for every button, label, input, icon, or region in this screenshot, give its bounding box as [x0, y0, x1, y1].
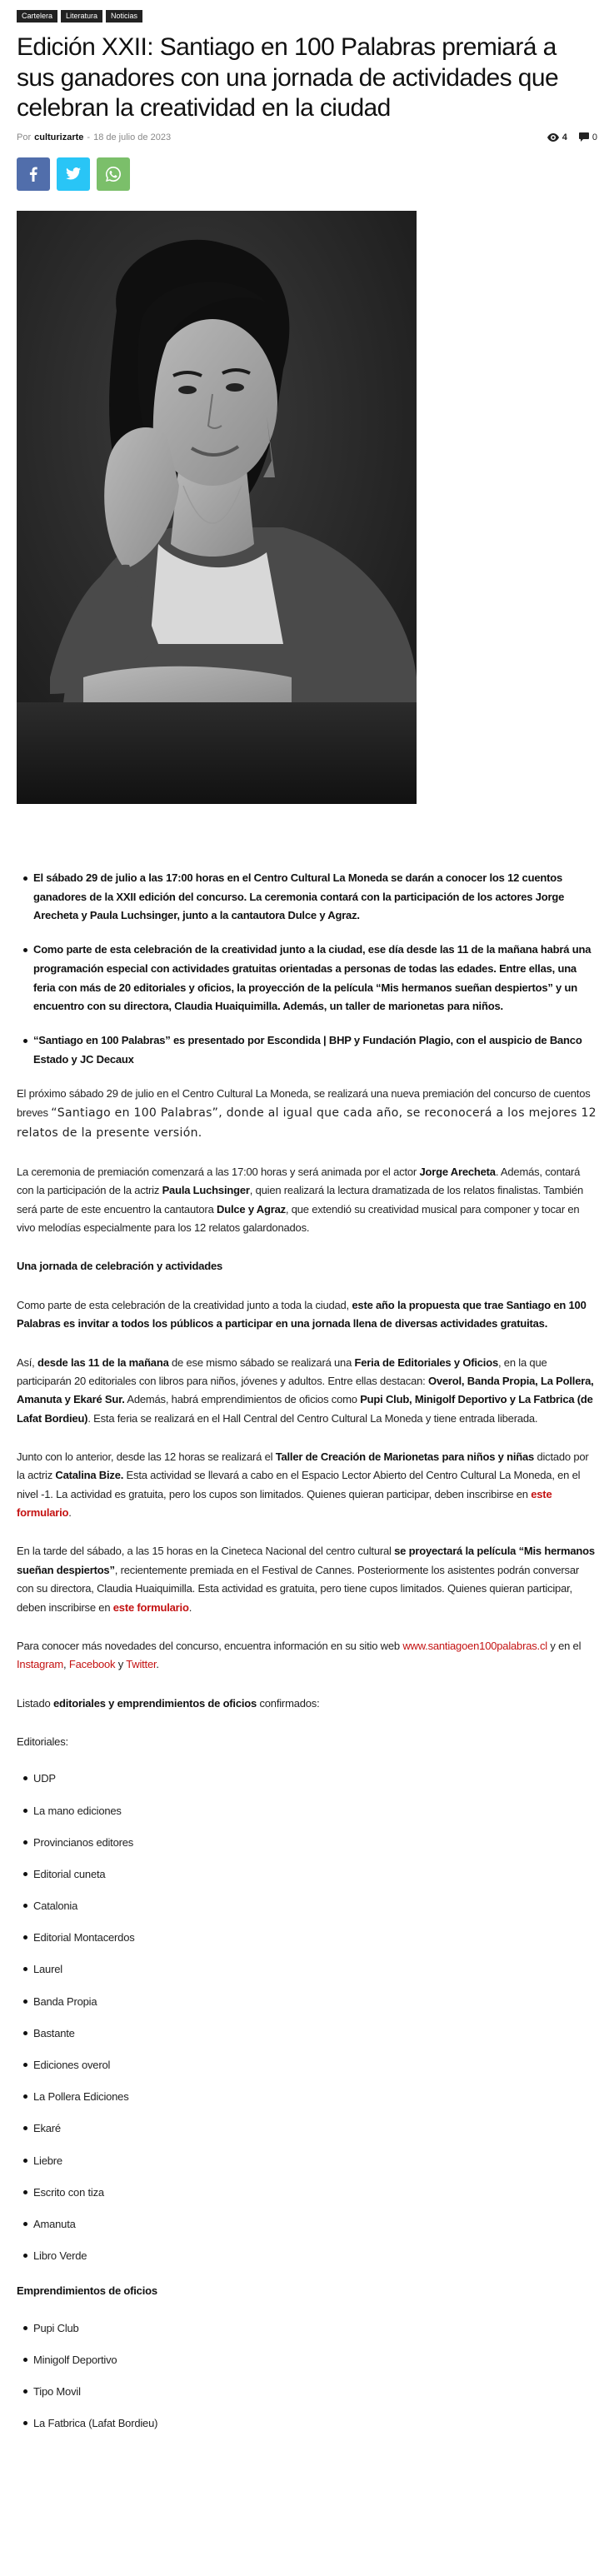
website-link[interactable]: www.santiagoen100palabras.cl — [402, 1639, 547, 1652]
paragraph-intro: El próximo sábado 29 de julio en el Centro Cultural La Moneda, se realizará una nueva premiación del concurso de cuentos breves “Santiago en 100 Palabras”, donde al igual que cada año, se reconocerá a los mejores 12 relatos de la presente versión. — [17, 1086, 597, 1140]
list-item: UDP — [33, 1771, 597, 1786]
meta-separator: - — [87, 132, 91, 142]
eye-icon — [547, 133, 559, 142]
paragraph-fair: Así, desde las 11 de la mañana de ese mismo sábado se realizará una Feria de Editoriales y Oficios, en la que participarán 20 editoriales con libros para niños, jóvenes y adultos. Entre ellas destacan: Overol, Banda Propia, La Pollera, Amanuta y Ekaré Sur. Además, habrá emprendimientos de oficios como Pupi Club, Minigolf Deportivo y La Fatbrica (de Lafat Bordieu). Esta feria se realizará en el Hall Central del Centro Cultural La Moneda y tiene entrada liberada. — [17, 1355, 594, 1425]
whatsapp-icon — [106, 167, 121, 182]
list-item: Minigolf Deportivo — [33, 2353, 597, 2368]
category-tags — [17, 10, 597, 22]
highlights-list — [17, 869, 597, 1070]
editoriales-label: Editoriales: — [17, 1735, 68, 1748]
paragraph-list-intro: Listado editoriales y emprendimientos de oficios confirmados: — [17, 1696, 320, 1710]
article-meta — [17, 132, 597, 142]
paragraph-links: Para conocer más novedades del concurso, encuentra información en su sitio web www.santiagoen100palabras.cl y en el Instagram, Facebook y Twitter. — [17, 1639, 582, 1671]
list-item: Ediciones overol — [33, 2058, 597, 2073]
portrait-image — [17, 211, 417, 804]
views-value: 4 — [562, 132, 567, 142]
list-item: Banda Propia — [33, 1994, 597, 2009]
list-item: Laurel — [33, 1962, 597, 1977]
list-item: La Fatbrica (Lafat Bordieu) — [33, 2416, 597, 2431]
author-link[interactable]: culturizarte — [34, 132, 84, 142]
views-count — [547, 132, 567, 142]
list-item: La Pollera Ediciones — [33, 2089, 597, 2104]
article-title: Edición XXII: Santiago en 100 Palabras premiará a sus ganadores con una jornada de actividades que celebran la creatividad en la ciudad — [17, 33, 559, 122]
list-item: Provincianos editores — [33, 1835, 597, 1850]
facebook-icon — [29, 167, 37, 182]
paragraph-ceremony: La ceremonia de premiación comenzará a las 17:00 horas y será animada por el actor Jorge Arecheta. Además, contará con la participación de la actriz Paula Luchsinger, quien realizará la lectura dramatizada de los relatos finalistas. También será parte de este encuentro la cantautora Dulce y Agraz, que extendió su creatividad musical para componer y tocar en vivo melodías especialmente para los 12 relatos galardonados. — [17, 1166, 584, 1235]
comment-icon — [579, 132, 589, 142]
workshop-form-link[interactable]: este formulario — [17, 1487, 552, 1520]
list-item: Amanuta — [33, 2217, 597, 2232]
paragraph-celebration: Como parte de esta celebración de la creatividad junto a toda la ciudad, este año la propuesta que trae Santiago en 100 Palabras es invitar a todos los públicos a participar en una jornada llena de diversas actividades gratuitas. — [17, 1298, 587, 1330]
twitter-link[interactable]: Twitter — [126, 1658, 157, 1671]
highlight-item: El sábado 29 de julio a las 17:00 horas en el Centro Cultural La Moneda se darán a conocer los 12 cuentos ganadores de la XXII edición del concurso. La ceremonia contará con la participación de los actores Jorge Arecheta y Paula Luchsinger, junto a la cantautora Dulce y Agraz. — [33, 869, 597, 926]
facebook-share-button[interactable] — [17, 157, 50, 191]
article-body — [17, 869, 597, 2432]
comments-count[interactable] — [579, 132, 597, 142]
tag-noticias[interactable]: Noticias — [106, 10, 142, 22]
publish-date: 18 de julio de 2023 — [93, 132, 172, 142]
list-item: Bastante — [33, 2026, 597, 2041]
list-item: Editorial cuneta — [33, 1867, 597, 1882]
section-heading: Una jornada de celebración y actividades — [17, 1260, 223, 1273]
twitter-share-button[interactable] — [57, 157, 90, 191]
paragraph-workshop: Junto con lo anterior, desde las 12 horas se realizará el Taller de Creación de Marionetas para niños y niñas dictado por la actriz Catalina Bize. Esta actividad se llevará a cabo en el Espacio Lector Abierto del Centro Cultural La Moneda, en el nivel -1. La actividad es gratuita, pero los cupos son limitados. Quienes quieran participar, deben inscribirse en este formulario. — [17, 1450, 589, 1520]
comments-value: 0 — [592, 132, 597, 142]
twitter-icon — [66, 167, 81, 180]
highlight-item: “Santiago en 100 Palabras” es presentado por Escondida | BHP y Fundación Plagio, con el auspicio de Banco Estado y JC Decaux — [33, 1031, 597, 1070]
list-item: Editorial Montacerdos — [33, 1930, 597, 1945]
list-item: La mano ediciones — [33, 1804, 597, 1819]
share-buttons — [17, 157, 597, 191]
whatsapp-share-button[interactable] — [97, 157, 130, 191]
tag-literatura[interactable]: Literatura — [61, 10, 102, 22]
paragraph-film: En la tarde del sábado, a las 15 horas en la Cineteca Nacional del centro cultural se proyectará la película “Mis hermanos sueñan despiertos”, recientemente premiada en el Festival de Cannes. Posteriormente los asistentes podrán conversar con su directora, Claudia Huaiquimilla. Esta actividad es gratuita, pero tiene cupos limitados. Quienes quieran participar, deben inscribirse en este formulario. — [17, 1545, 595, 1614]
list-item: Liebre — [33, 2154, 597, 2169]
tag-cartelera[interactable]: Cartelera — [17, 10, 57, 22]
facebook-link[interactable]: Facebook — [68, 1658, 116, 1671]
list-item: Tipo Movil — [33, 2384, 597, 2399]
list-item: Libro Verde — [33, 2249, 597, 2264]
highlight-item: Como parte de esta celebración de la creatividad junto a la ciudad, ese día desde las 11 de la mañana habrá una programación especial con actividades gratuitas orientadas a personas de todas las edades. Entre ellas, una feria con más de 20 editoriales y oficios, la proyección de la película “Mis hermanos sueñan despiertos” y un encuentro con su directora, Claudia Huaiquimilla. Además, un taller de marionetas para niños. — [33, 941, 597, 1016]
by-label: Por — [17, 132, 32, 142]
emprendimientos-label: Emprendimientos de oficios — [17, 2284, 157, 2298]
film-form-link[interactable]: este formulario — [112, 1600, 189, 1614]
list-item: Pupi Club — [33, 2321, 597, 2336]
list-item: Catalonia — [33, 1899, 597, 1914]
list-item: Ekaré — [33, 2121, 597, 2136]
editoriales-list — [17, 1771, 597, 2264]
article-photo — [17, 211, 417, 804]
list-item: Escrito con tiza — [33, 2185, 597, 2200]
emprendimientos-list — [17, 2321, 597, 2432]
instagram-link[interactable]: Instagram — [17, 1658, 64, 1671]
